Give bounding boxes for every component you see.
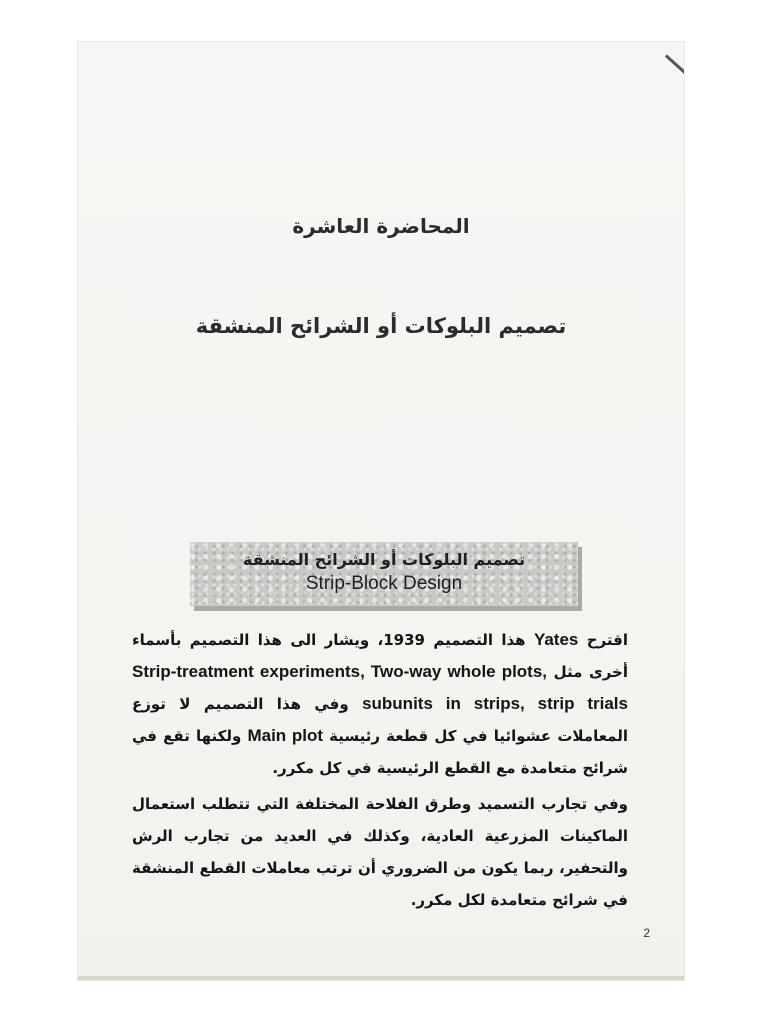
paragraph-text: وفي هذا التصميم لا توزع المعاملات عشوائيا في كل قطعة رئيسية [132,695,628,745]
section-title-box [190,542,578,606]
paragraph-text: اقترح [578,631,628,649]
section-title-english: Strip-Block Design [305,573,463,594]
paragraph-text: ولكنها تقع في شرائح متعامدة مع القطع الرئيسية في كل مكرر. [132,727,628,777]
corner-mark [665,54,684,76]
lecture-title: المحاضرة العاشرة [292,214,470,238]
author-name: Yates [533,630,579,649]
paper-edge [78,976,684,980]
section-title-arabic: تصميم البلوكات أو الشرائح المنشقة [242,550,526,569]
alternative-names: Strip-treatment experiments, Two-way whole plots, subunits in strips, strip trials [132,662,628,713]
paragraph-text: هذا التصميم 1939، ويشار الى هذا التصميم بأسماء أخرى مثل [132,631,628,681]
document-page [78,42,684,980]
main-plot-term: Main plot [247,726,323,745]
paragraph-definition [132,624,628,784]
page-number: 2 [643,926,650,940]
lecture-subtitle: تصميم البلوكات أو الشرائح المنشقة [195,314,567,338]
paragraph-usage: وفي تجارب التسميد وطرق الفلاحة المختلفة التي تتطلب استعمال الماكينات المزرعية العادية، وكذلك في العديد من تجارب الرش والتحفير، ربما يكون من الضروري أن ترتب معاملات القطع المنشقة في شرائح متعامدة لكل مكرر. [132,795,628,909]
